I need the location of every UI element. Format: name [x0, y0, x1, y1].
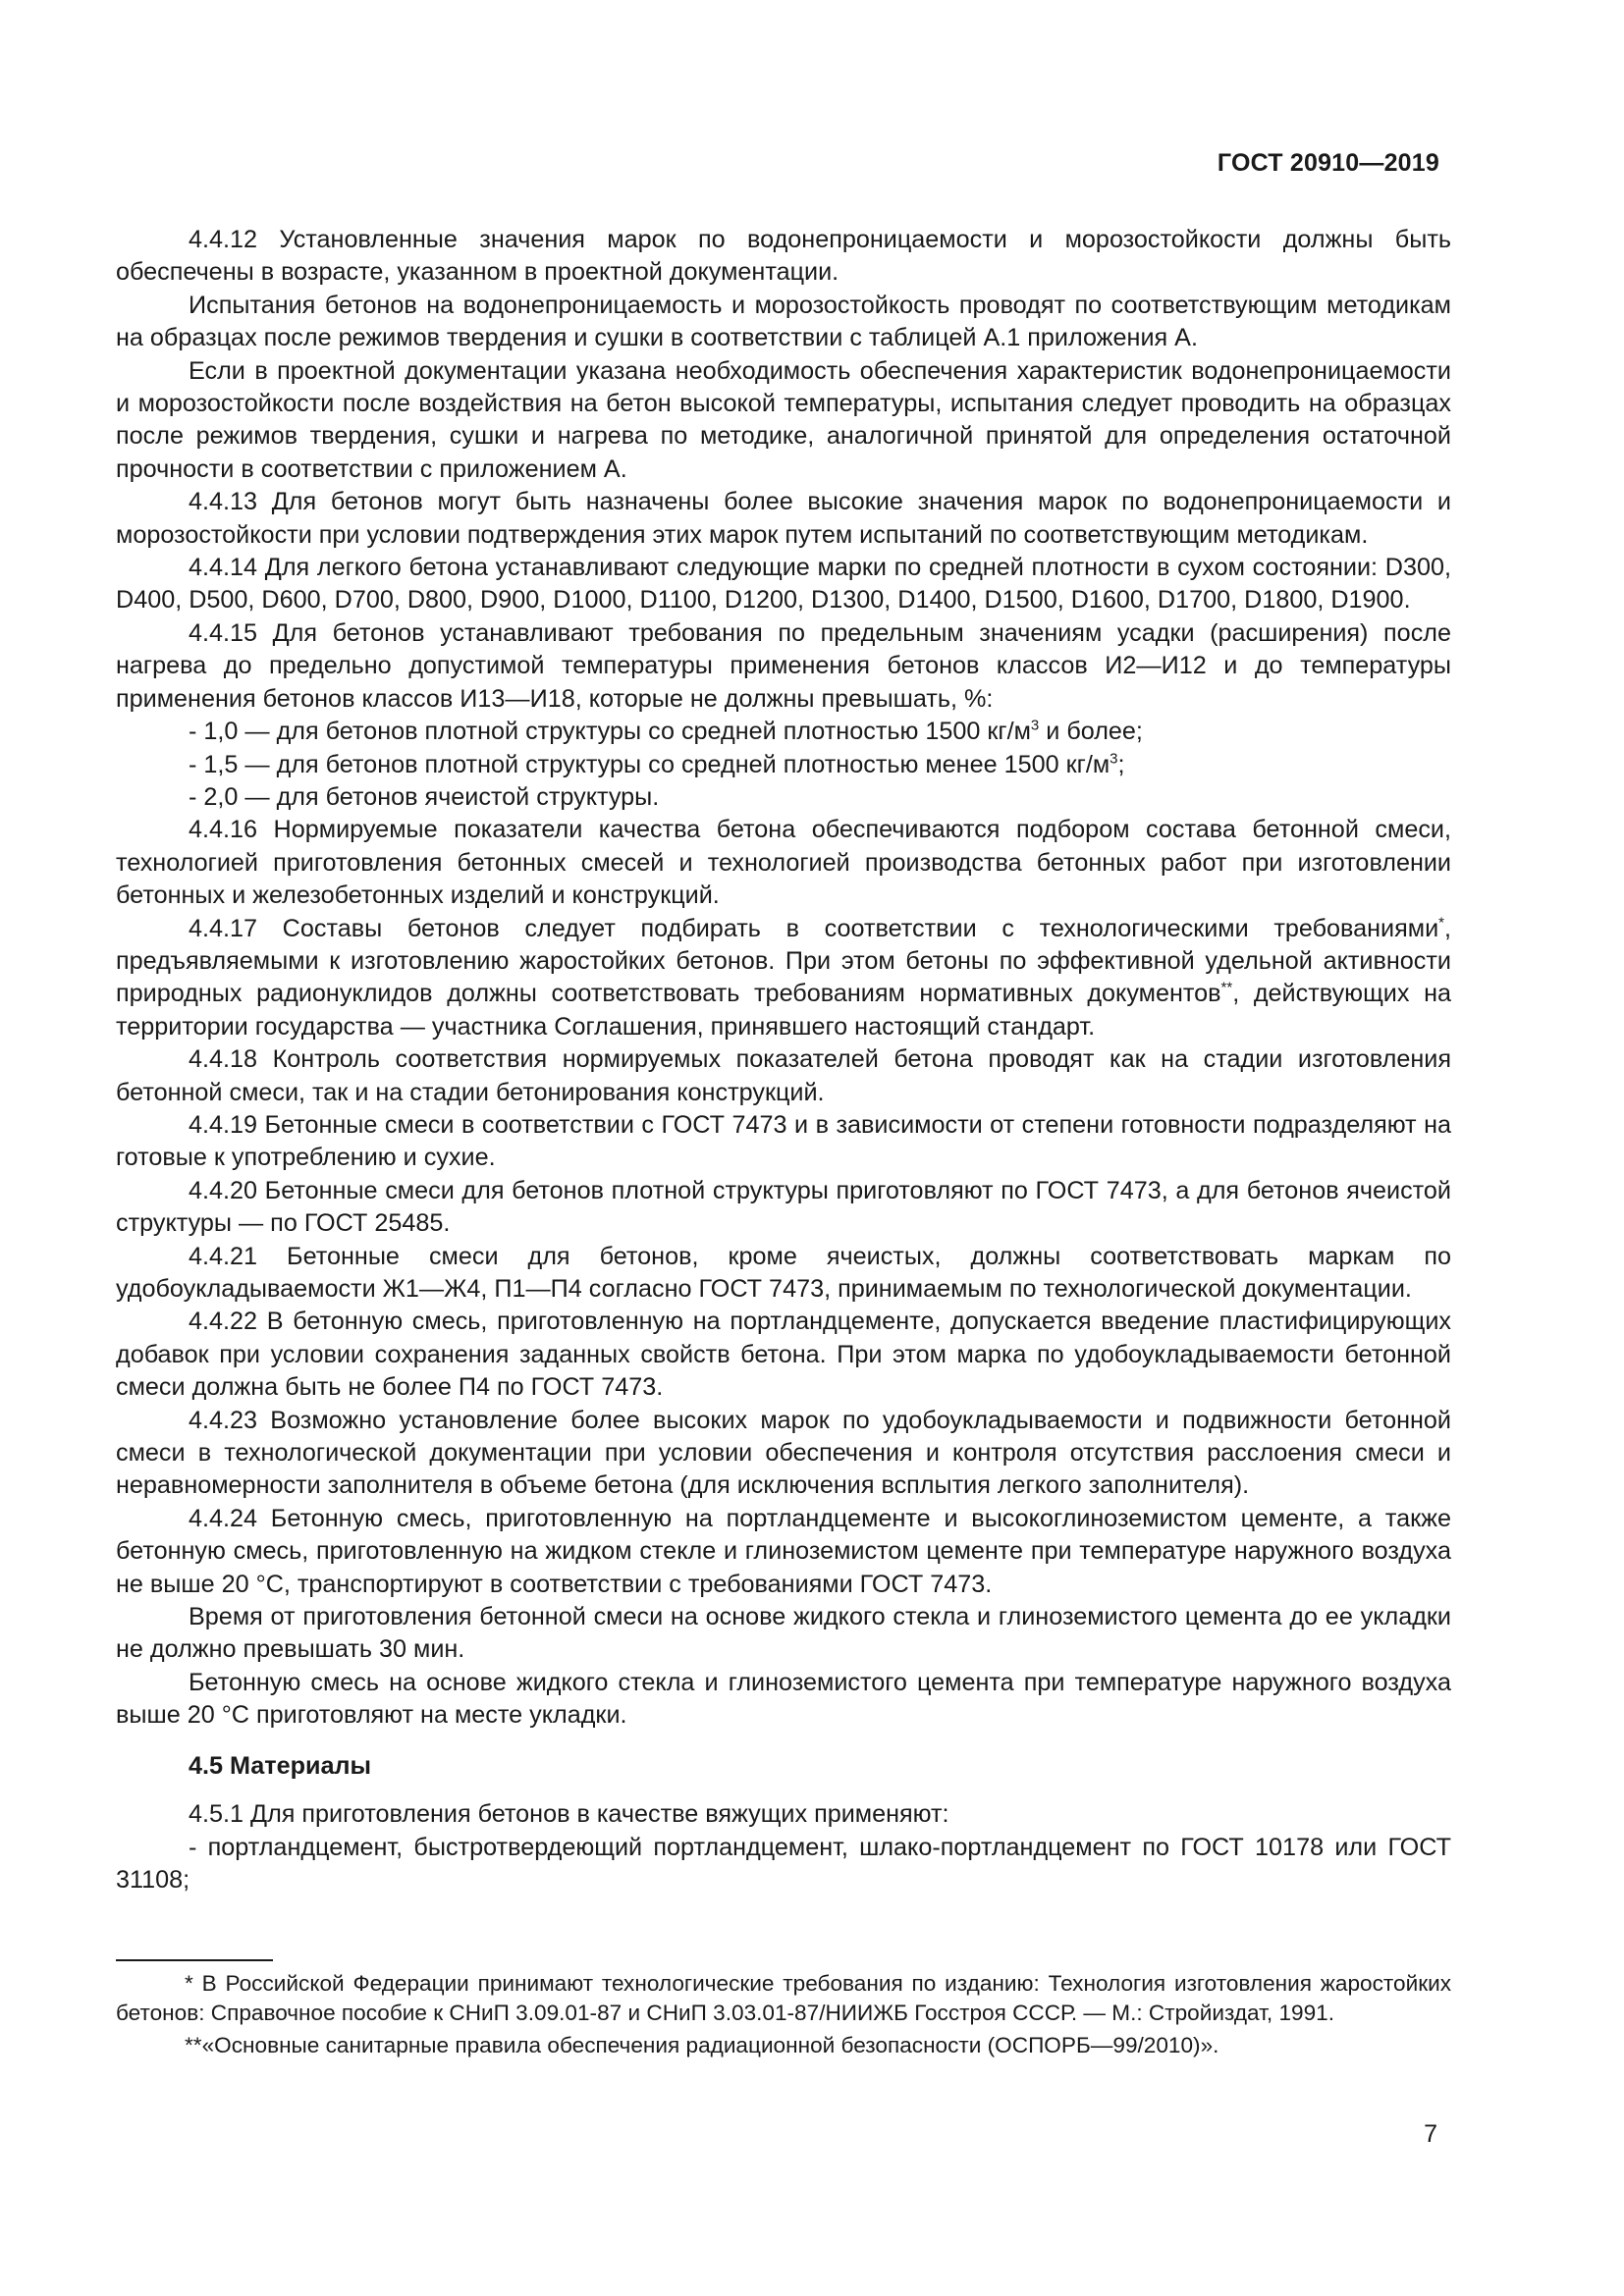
- paragraph-on-site: Бетонную смесь на основе жидкого стекла и глиноземистого цемента при температуре наружного воздуха выше 20 °С приготовляют на месте укладки.: [116, 1668, 1451, 1730]
- clause-4-4-24: 4.4.24 Бетонную смесь, приготовленную на портландцементе и высокоглиноземистом цементе, а также бетонную смесь, приготовленную на жидком стекле и глиноземистом цементе при температуре наружного воздуха не выше 20 °С, транспортируют в соответствии с требованиями ГОСТ 7473.: [116, 1504, 1451, 1598]
- footnote-1: * В Российской Федерации принимают технологические требования по изданию: Технология изготовления жаростойких бетонов: Справочное пособие к СНиП 3.09.01-87 и СНиП 3.03.01-87/НИИЖБ Госстроя СССР. — М.: Стройиздат, 1991.: [116, 1971, 1451, 2025]
- shrinkage-list-item: - 1,0 — для бетонов плотной структуры со средней плотностью 1500 $кг/м^3$ и более;: [189, 717, 1143, 746]
- clause-4-4-22: 4.4.22 В бетонную смесь, приготовленную на портландцементе, допускается введение пластифицирующих добавок при условии сохранения заданных свойств бетона. При этом марка по удобоукладываемости бетонной смеси должна быть не более П4 по ГОСТ 7473.: [116, 1308, 1451, 1402]
- footnote-separator: [116, 1959, 273, 1961]
- shrinkage-list-item: - 2,0 — для бетонов ячеистой структуры.: [189, 782, 660, 811]
- footnotes: [116, 1969, 1451, 2064]
- main-text: [116, 224, 1451, 1896]
- clause-4-5-1: 4.5.1 Для приготовления бетонов в качестве вяжущих применяют:: [189, 1800, 949, 1829]
- clause-4-4-20: 4.4.20 Бетонные смеси для бетонов плотной структуры приготовляют по ГОСТ 7473, а для бетонов ячеистой структуры — по ГОСТ 25485.: [116, 1176, 1451, 1238]
- clause-4-4-18: 4.4.18 Контроль соответствия нормируемых показателей бетона проводят как на стадии изготовления бетонной смеси, так и на стадии бетонирования конструкций.: [116, 1045, 1451, 1106]
- paragraph-time-limit: Время от приготовления бетонной смеси на основе жидкого стекла и глиноземистого цемента до ее укладки не должно превышать 30 мин.: [116, 1603, 1451, 1664]
- paragraph-high-temperature: Если в проектной документации указана необходимость обеспечения характеристик водонепроницаемости и морозостойкости после воздействия на бетон высокой температуры, испытания следует проводить на образцах после режимов твердения, сушки и нагрева по методике, аналогичной принятой для определения остаточной прочности в соответствии с приложением А.: [116, 356, 1451, 483]
- footnote-marker: *: [1438, 914, 1444, 932]
- clause-4-4-17: 4.4.17 Составы бетонов следует подбирать в соответствии с технологическими требованиями*, предъявляемыми к изготовлению жаростойких бетонов. При этом бетоны по эффективной удельной активности природных радионуклидов должны соответствовать требованиям нормативных документов**, действующих на территории государства — участника Соглашения, принявшего настоящий стандарт.: [116, 914, 1452, 1041]
- section-heading-materials: 4.5 Материалы: [189, 1751, 372, 1780]
- page-number: 7: [1424, 2120, 1437, 2148]
- footnote-marker: **: [1220, 979, 1233, 996]
- document-id-header: ГОСТ 20910—2019: [1217, 149, 1439, 177]
- shrinkage-list-item: - 1,5 — для бетонов плотной структуры со средней плотностью менее 1500 $кг/м^3$;: [189, 750, 1125, 778]
- clause-4-4-12: 4.4.12 Установленные значения марок по водонепроницаемости и морозостойкости должны быть обеспечены в возрасте, указанном в проектной документации.: [116, 226, 1451, 287]
- clause-4-4-13: 4.4.13 Для бетонов могут быть назначены более высокие значения марок по водонепроницаемости и морозостойкости при условии подтверждения этих марок путем испытаний по соответствующим методикам.: [116, 488, 1451, 549]
- clause-4-4-19: 4.4.19 Бетонные смеси в соответствии с ГОСТ 7473 и в зависимости от степени готовности подразделяют на готовые к употреблению и сухие.: [116, 1110, 1451, 1172]
- clause-4-4-15: 4.4.15 Для бетонов устанавливают требования по предельным значениям усадки (расширения) после нагрева до предельно допустимой температуры применения бетонов классов И2—И12 и до температуры применения бетонов классов И13—И18, которые не должны превышать, %:: [116, 618, 1451, 713]
- paragraph-tests: Испытания бетонов на водонепроницаемость и морозостойкость проводят по соответствующим методикам на образцах после режимов твердения и сушки в соответствии с таблицей А.1 приложения А.: [116, 291, 1451, 352]
- clause-4-4-14: 4.4.14 Для легкого бетона устанавливают следующие марки по средней плотности в сухом состоянии: D300, D400, D500, D600, D700, D800, D900, D1000, D1100, D1200, D1300, D1400, D1500, D1600, D1700, D1800, D1900.: [116, 554, 1451, 614]
- clause-4-4-21: 4.4.21 Бетонные смеси для бетонов, кроме ячеистых, должны соответствовать маркам по удобоукладываемости Ж1—Ж4, П1—П4 согласно ГОСТ 7473, принимаемым по технологической документации.: [116, 1242, 1451, 1303]
- clause-4-4-23: 4.4.23 Возможно установление более высоких марок по удобоукладываемости и подвижности бетонной смеси в технологической документации при условии обеспечения и контроля отсутствия расслоения смеси и неравномерности заполнителя в объеме бетона (для исключения всплытия легкого заполнителя).: [116, 1406, 1451, 1500]
- binder-list-item: - портландцемент, быстротвердеющий портландцемент, шлако-портландцемент по ГОСТ 10178 или ГОСТ 31108;: [116, 1833, 1451, 1894]
- footnote-2: **«Основные санитарные правила обеспечения радиационной безопасности (ОСПОРБ—99/2010)».: [185, 2033, 1219, 2058]
- clause-4-4-16: 4.4.16 Нормируемые показатели качества бетона обеспечиваются подбором состава бетонной смеси, технологией приготовления бетонных смесей и технологией производства бетонных работ при изготовлении бетонных и железобетонных изделий и конструкций.: [116, 816, 1451, 910]
